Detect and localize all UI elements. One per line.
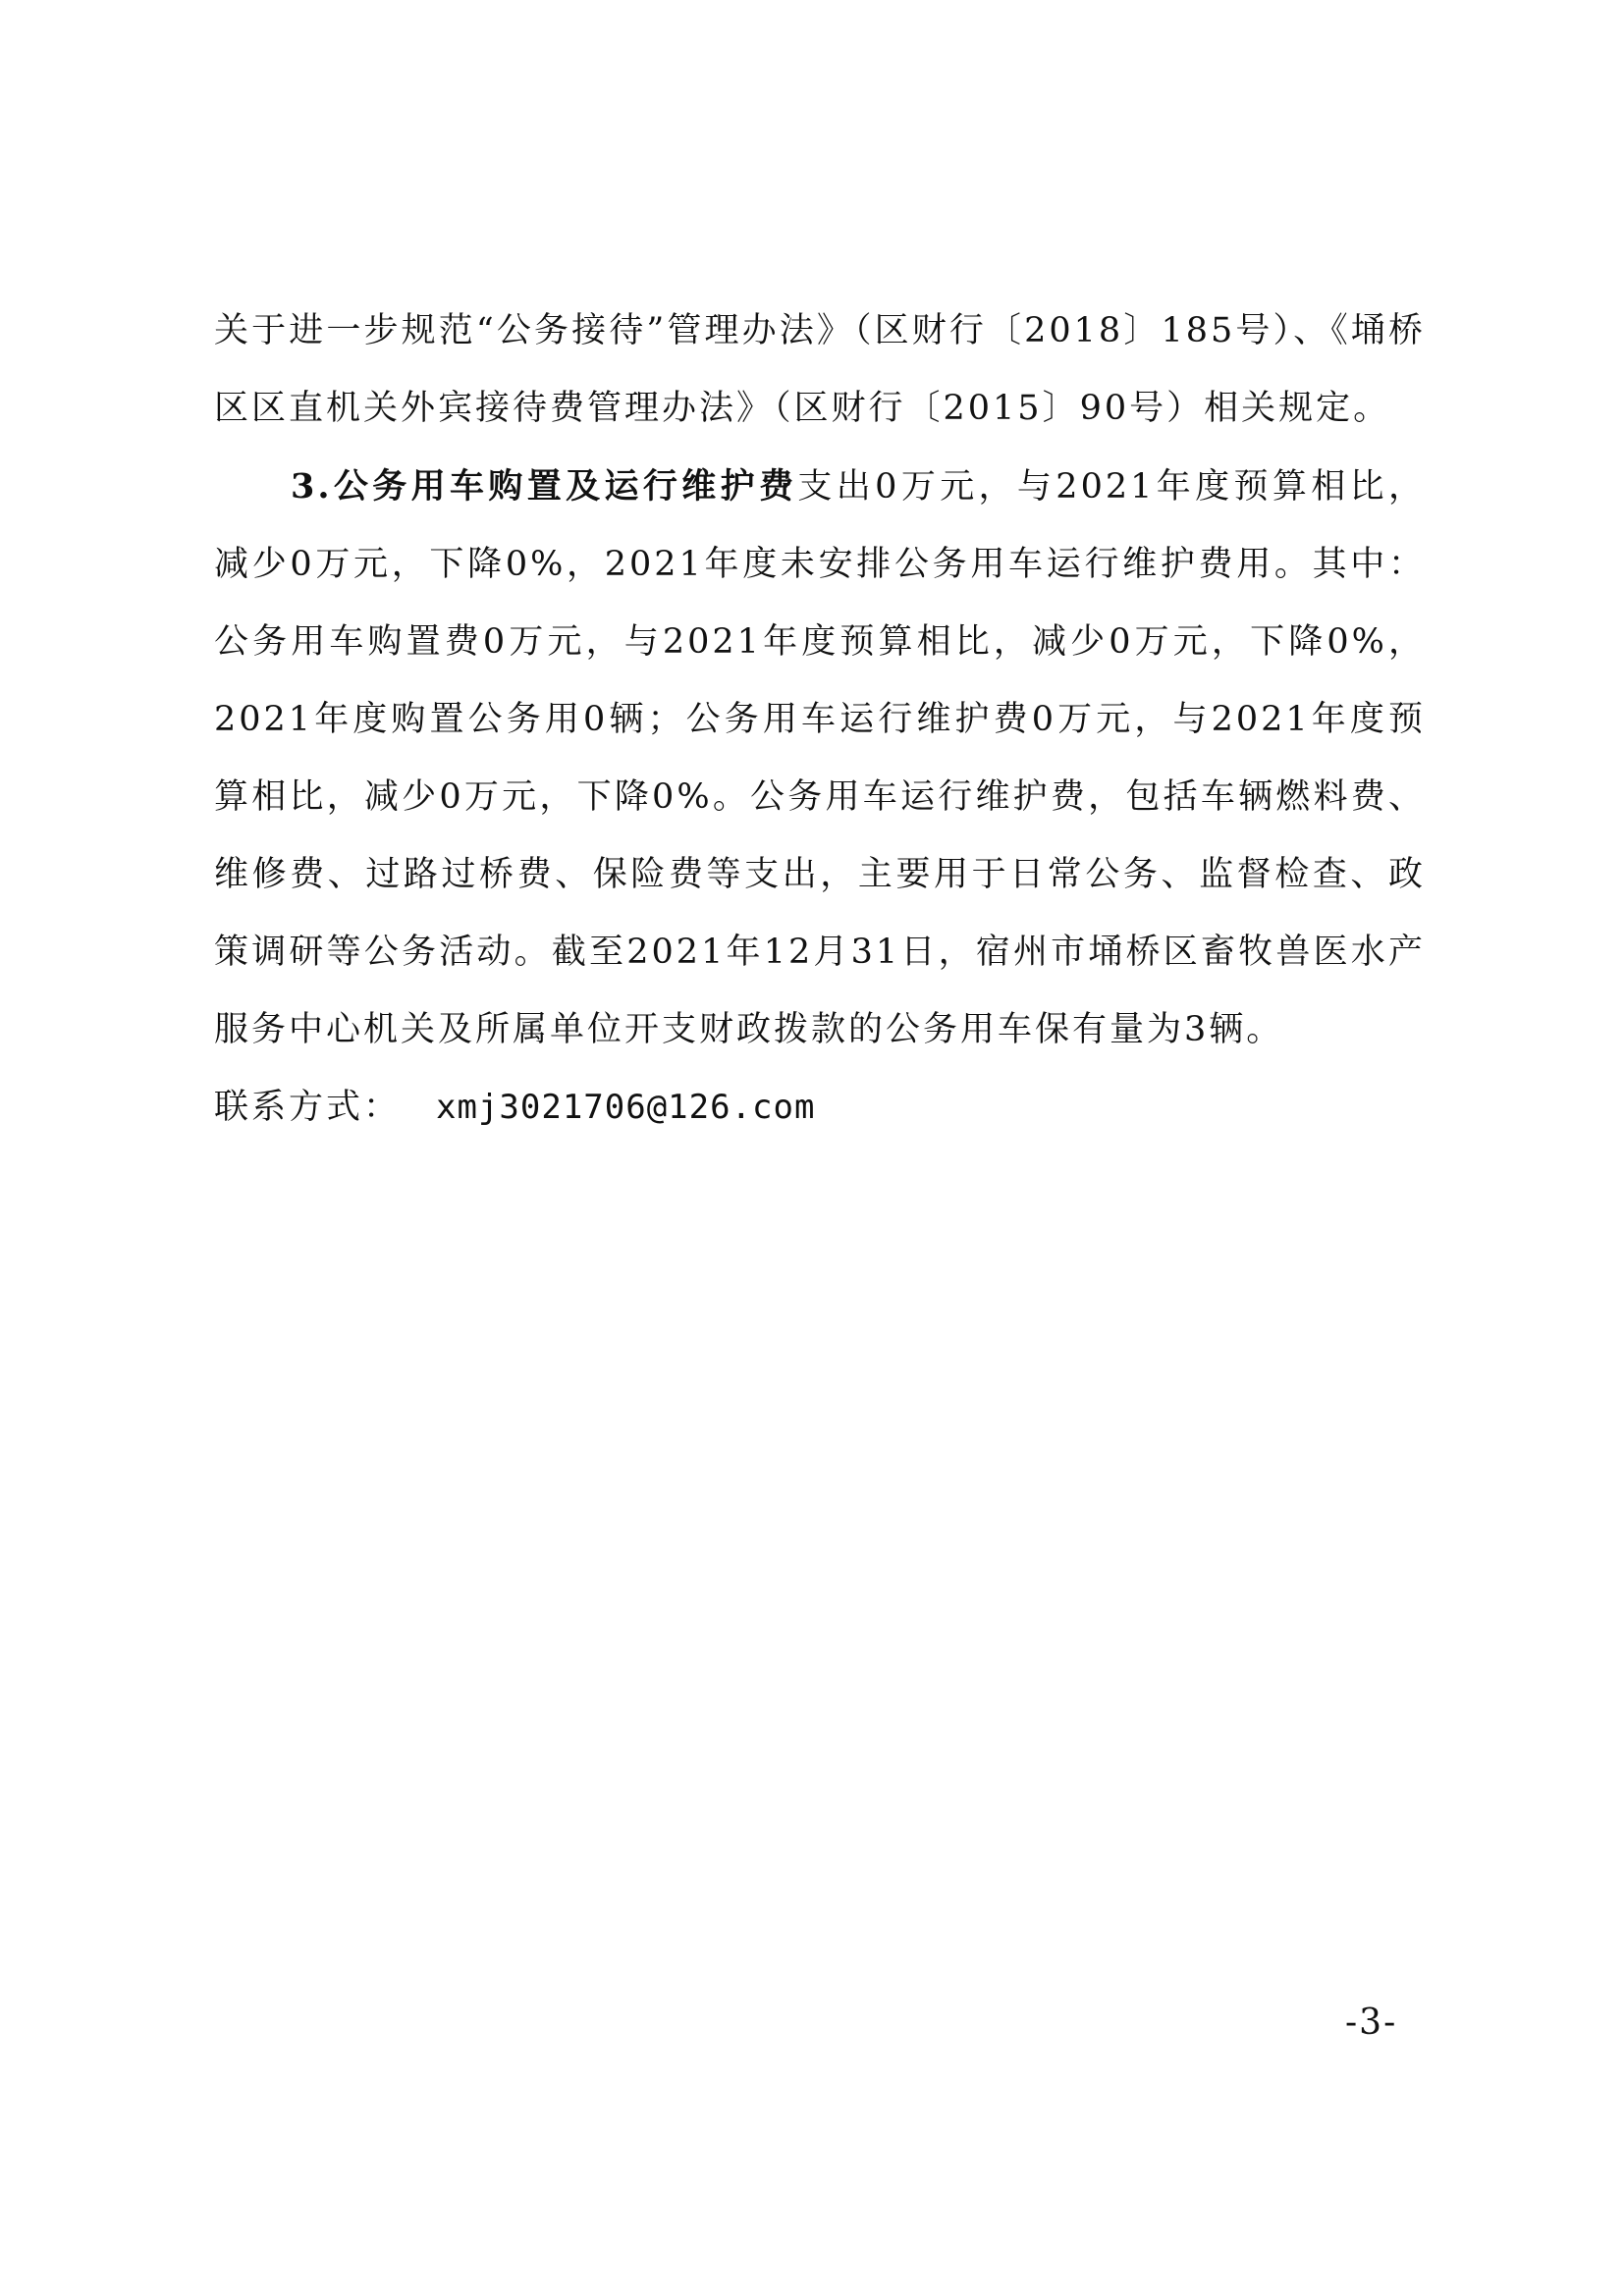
contact-label: 联系方式： (214, 1088, 402, 1127)
document-body (214, 293, 1426, 1147)
paragraph-reception-rules: 关于进一步规范“公务接待”管理办法》（区财行〔2018〕185号）、《埇桥区区直机关外宾接待费管理办法》（区财行〔2015〕90号）相关规定。 (214, 311, 1426, 428)
page-number: -3- (1345, 2002, 1398, 2043)
contact-line (214, 1069, 1426, 1147)
paragraph-heading: 3.公务用车购置及运行维护费 (291, 466, 798, 507)
paragraph-vehicle-expenses (214, 448, 1426, 1069)
contact-email: xmj3021706@126.com (436, 1088, 816, 1127)
paragraph-body: 支出0万元，与2021年度预算相比，减少0万元，下降0%，2021年度未安排公务用车运行维护费用。其中：公务用车购置费0万元，与2021年度预算相比，减少0万元，下降0%，2021年度购置公务用0辆；公务用车运行维护费0万元，与2021年度预算相比，减少0万元，下降0%。公务用车运行维护费，包括车辆燃料费、维修费、过路过桥费、保险费等支出，主要用于日常公务、监督检查、政策调研等公务活动。截至2021年12月31日，宿州市埇桥区畜牧兽医水产服务中心机关及所属单位开支财政拨款的公务用车保有量为3辆。 (214, 467, 1427, 1049)
